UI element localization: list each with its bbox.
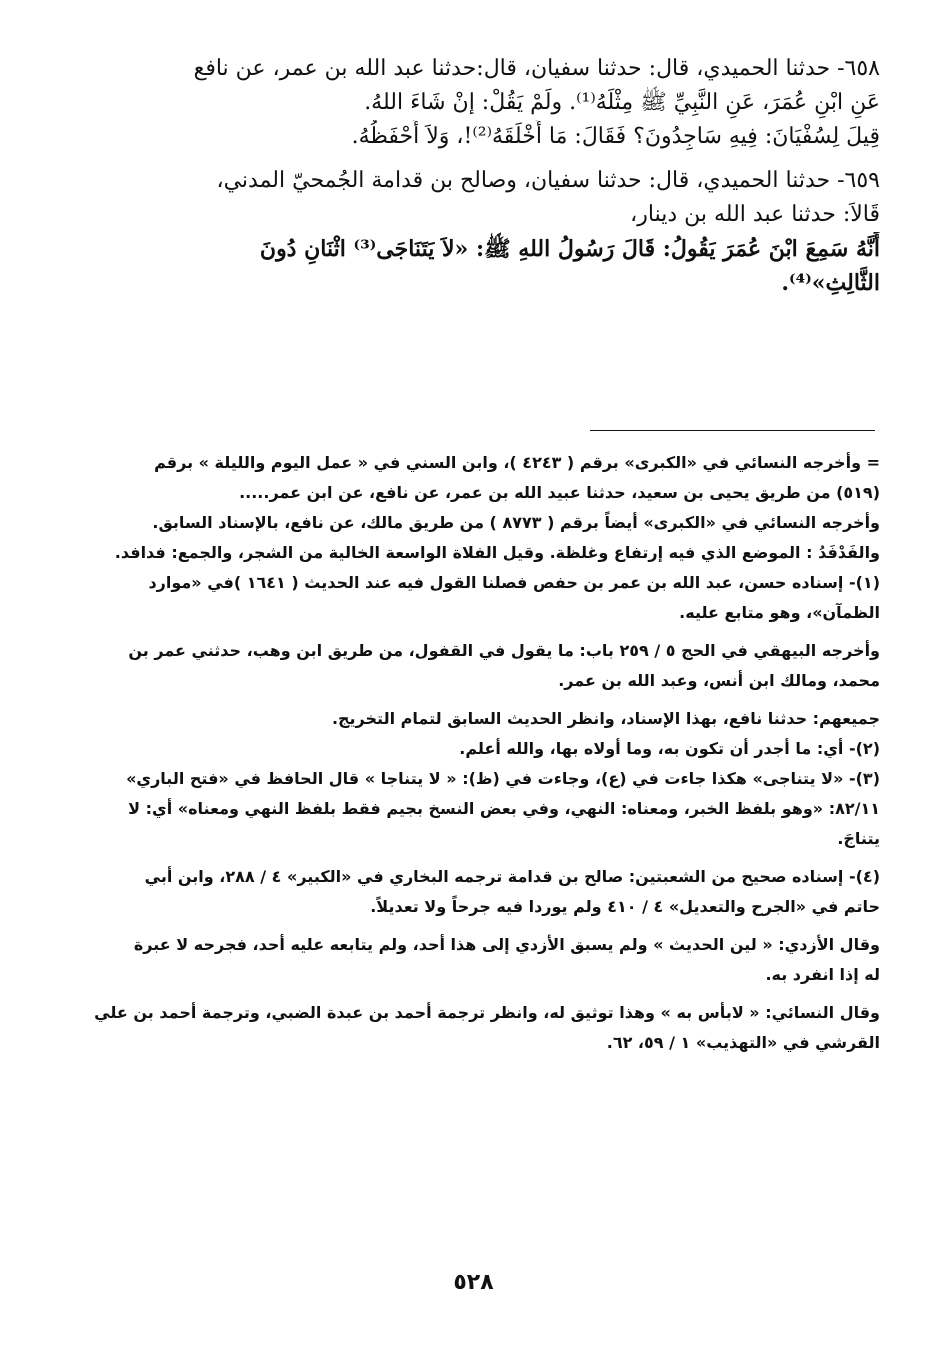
footnote-line: وقال الأزدي: « لين الحديث » ولم يسبق الأزدي إلى هذا أحد، ولم يتابعه عليه أحد، فجرحه لا عبرة: [133, 935, 880, 954]
text-line: ٦٥٩- حدثنا الحميدي، قال: حدثنا سفيان، وصالح بن قدامة الجُمحيّ المدني،: [216, 168, 880, 193]
footnote-line: (٤)- إسناده صحيح من الشعبتين: صالح بن قدامة ترجمه البخاري في «الكبير» ٤ / ٢٨٨، وابن أبي: [144, 867, 880, 886]
footnote-line: حاتم في «الجرح والتعديل» ٤ / ٤١٠ ولم يوردا فيه جرحاً ولا تعديلاً.: [370, 897, 880, 916]
footnote-paragraph: [72, 508, 880, 538]
footnote-line: الظمآن»، وهو متابع عليه.: [679, 603, 880, 622]
footnote-paragraph: [72, 538, 880, 568]
footnote-line: ٨٢/١١: «وهو بلفظ الخبر، ومعناه: النهي، وفي بعض النسخ بجيم فقط بلفظ النهي ومعناه» أي: لا: [128, 799, 880, 818]
text-line: أَنَّهُ سَمِعَ ابْنَ عُمَرَ يَقُولُ: قَالَ رَسُولُ اللهِ ﷺ: «لاَ يَتَنَاجَى⁽³⁾ اثْنَانِ دُونَ: [259, 236, 880, 262]
text-line: عَنِ ابْنِ عُمَرَ، عَنِ النَّبِيِّ ﷺ مِثْلَهُ⁽¹⁾. ولَمْ يَقُلْ: إنْ شَاءَ اللهُ.: [364, 90, 880, 115]
footnote-line: (١)- إسناده حسن، عبد الله بن عمر بن حفص فصلنا القول فيه عند الحديث ( ١٦٤١ )في «موارد: [148, 573, 880, 592]
footnote-paragraph: [72, 448, 880, 508]
footnote-line: محمد، ومالك ابن أنس، وعبد الله بن عمر.: [558, 671, 880, 690]
hadith-659: [70, 164, 880, 300]
footnote-paragraph: [72, 998, 880, 1058]
footnote-line: وأخرجه النسائي في «الكبرى» أيضاً برقم ( ٨٧٧٣ ) من طريق مالك، عن نافع، بالإسناد السابق.: [152, 513, 880, 532]
footnote-paragraph: [72, 704, 880, 734]
footnote-paragraph: [72, 636, 880, 696]
footnote-paragraph: [72, 734, 880, 764]
footnote-line: وقال النسائي: « لابأس به » وهذا توثيق له، وانظر ترجمة أحمد بن عبدة الضبي، وترجمة أحمد بن علي: [94, 1003, 880, 1022]
text-line: الثَّالِثِ»⁽⁴⁾.: [781, 270, 880, 296]
page-number: ٥٢٨: [453, 1270, 494, 1295]
footnote-line: وأخرجه البيهقي في الحج ٥ / ٢٥٩ باب: ما يقول في القفول، من طريق ابن وهب، حدثني عمر بن: [128, 641, 880, 660]
footnote-line: (٢)- أي: ما أجدر أن تكون به، وما أولاه بها، والله أعلم.: [459, 739, 880, 758]
footnote-line: (٥١٩) من طريق يحيى بن سعيد، حدثنا عبيد الله بن عمر، عن نافع، عن ابن عمر.....: [239, 483, 880, 502]
footnote-line: والفَدْفَدُ : الموضع الذي فيه إرتفاع وغلظة. وقيل الفلاة الواسعة الخالية من الشجر، والجمع: فدافد.: [114, 543, 880, 562]
footnote-line: = وأخرجه النسائي في «الكبرى» برقم ( ٤٢٤٣ )، وابن السني في « عمل اليوم والليلة » برقم: [154, 453, 880, 472]
footnote-line: يتناجَ.: [837, 829, 880, 848]
footnote-paragraph: [72, 930, 880, 990]
footnote-line: (٣)- «لا يتناجى» هكذا جاءت في (ع)، وجاءت في (ظ): « لا يتناجا » قال الحافظ في «فتح الباري»: [126, 769, 880, 788]
footnote-line: القرشي في «التهذيب» ١ / ٥٩، ٦٢.: [606, 1033, 880, 1052]
text-line: ٦٥٨- حدثنا الحميدي، قال: حدثنا سفيان، قال:حدثنا عبد الله بن عمر، عن نافع: [193, 56, 880, 81]
footnote-divider: [590, 430, 875, 431]
main-text: [70, 52, 880, 300]
text-line: قَالاَ: حدثنا عبد الله بن دينار،: [630, 202, 880, 227]
text-line: قِيلَ لِسُفْيَانَ: فِيهِ سَاجِدُونَ؟ فَقَالَ: مَا أَخْلَقَهُ⁽²⁾!، وَلاَ أَحْفَظُهُ.: [351, 124, 880, 149]
footnote-line: له إذا انفرد به.: [765, 965, 880, 984]
footnote-paragraph: [72, 764, 880, 854]
footnote-paragraph: [72, 862, 880, 922]
footnotes: [72, 448, 880, 1058]
hadith-658: [70, 52, 880, 154]
footnote-paragraph: [72, 568, 880, 628]
footnote-line: جميعهم: حدثنا نافع، بهذا الإسناد، وانظر الحديث السابق لتمام التخريج.: [331, 709, 880, 728]
